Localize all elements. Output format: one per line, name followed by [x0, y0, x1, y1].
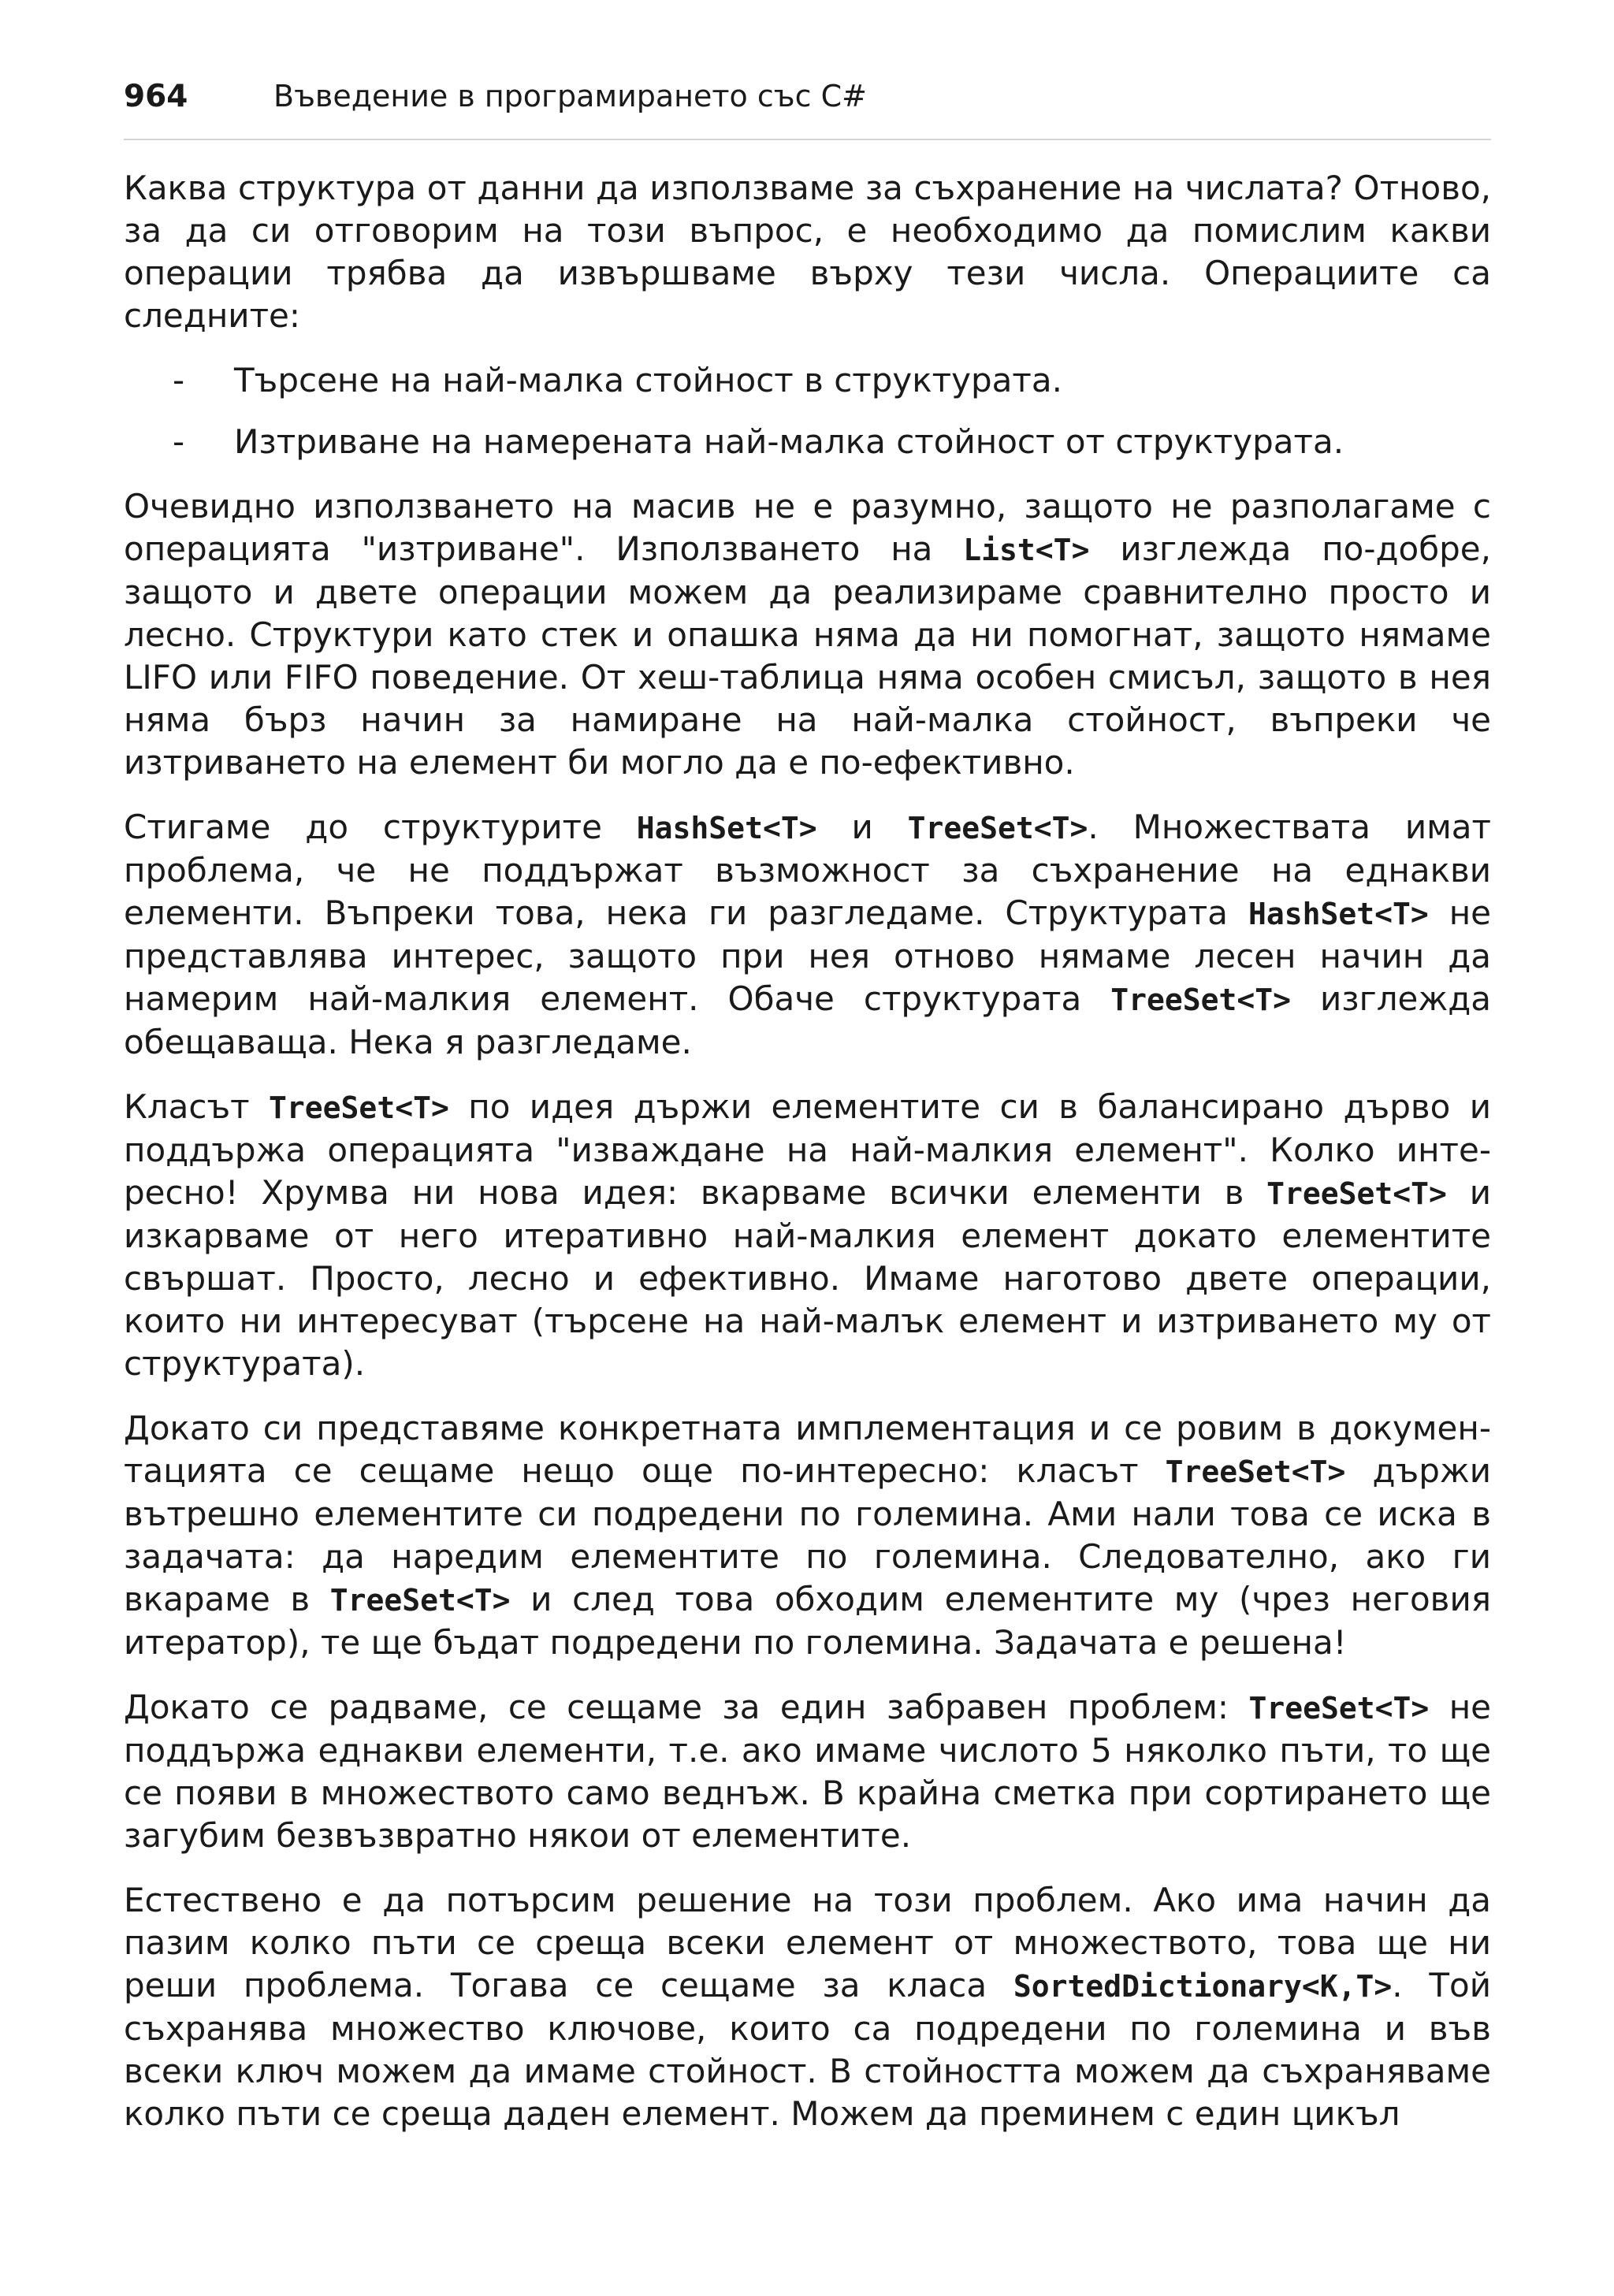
text-run: и изкарваме от него итеративно най-малкия елемент докато елементите свършат. Просто, лесно и ефективно. Имаме наготово двете операции, които ни интересуват (търсене на най-малък елемент и изтриването му от структурата). [124, 1173, 1492, 1383]
paragraph-2 [124, 485, 1491, 784]
operations-list [124, 359, 1491, 463]
text-run: Класът [124, 1087, 270, 1126]
code-treeset: TreeSet<T> [329, 1583, 511, 1618]
list-item [124, 421, 1491, 463]
text-run: не представлява интерес, защото при нея отново нямаме лесен начин да намерим най-малкия елемент. Обаче структурата [124, 894, 1491, 1018]
paragraph-7 [124, 1879, 1491, 2135]
code-treeset: TreeSet<T> [1165, 1455, 1346, 1489]
book-page [124, 79, 1491, 2157]
text-run: . Той съхранява множество ключове, които са подредени по големина и във всеки ключ можем да имаме стойност. В стойността можем да съхраняваме колко пъти се среща даден елемент. Можем да преминем с един цикъл [124, 1966, 1491, 2133]
list-item-text: Изтриване на намерената най-малка стойност от структурата. [234, 422, 1344, 461]
code-treeset: TreeSet<T> [907, 811, 1088, 845]
paragraph-5 [124, 1407, 1491, 1664]
list-item [124, 359, 1491, 402]
list-dash: - [173, 422, 185, 461]
code-treeset: TreeSet<T> [1248, 1691, 1430, 1726]
paragraph-4 [124, 1086, 1491, 1385]
code-treeset: TreeSet<T> [1110, 983, 1292, 1017]
running-title: Въведение в програмирането със C# [273, 79, 867, 113]
text-run: Докато си представяме конкретната имплементация и се ровим в документацията се сещаме нещо още по-интересно: класът [124, 1409, 1491, 1490]
list-item-text: Търсене на най-малка стойност в структурата. [234, 361, 1062, 399]
text-run: не поддържа еднакви елементи, т.е. ако имаме числото 5 няколко пъти, то ще се появи в множеството само веднъж. В крайна сметка при сортирането ще загубим безвъзвратно някои от елементите. [124, 1688, 1492, 1855]
page-header [124, 79, 1491, 140]
code-list-t: List<T> [963, 533, 1090, 567]
list-dash: - [173, 361, 185, 399]
text-run: и [816, 808, 908, 846]
text-run: изглежда обещаваща. Нека я разгледаме. [124, 979, 1492, 1061]
code-sorted-dictionary: SortedDictionary<K,T> [1013, 1969, 1393, 2004]
code-treeset: TreeSet<T> [1266, 1176, 1447, 1211]
code-hashset: HashSet<T> [636, 811, 817, 845]
paragraph-6 [124, 1686, 1491, 1857]
text-run: държи вътрешно елементите си подредени по големина. Ами нали това се иска в задачата: да наредим елементите по големина. Следователно, ако ги вкараме в [124, 1451, 1491, 1618]
paragraph-1: Каква структура от данни да използваме за съхранение на числата? Отново, за да си отговорим на този въпрос, е необходимо да помислим какви операции трябва да извършваме върху тези числа. Операциите са следните: [124, 169, 1491, 335]
text-run: изглежда по-добре, защото и двете операции можем да реализираме сравнително просто и лесно. Структури като стек и опашка няма да ни помогнат, защото нямаме LIFO или FIFO поведение. От хеш-таблица няма особен смисъл, защото в нея няма бърз начин за намиране на най-малка стойност, въпреки че изтриването на елемент би могло да е по-ефективно. [124, 529, 1491, 782]
code-hashset: HashSet<T> [1248, 897, 1429, 931]
page-number: 964 [124, 79, 188, 114]
text-run: Очевидно използването на масив не е разумно, защото не разполагаме с операцията "изтриване". Използването на [124, 487, 1491, 568]
text-run: Стигаме до структурите [124, 808, 637, 846]
text-run: и след това обходим елементите му (чрез неговия итератор), те ще бъдат подредени по големина. Задачата е решена! [124, 1580, 1492, 1662]
page-content [124, 167, 1491, 2135]
text-run: Докато се радваме, се сещаме за един забравен проблем: [124, 1688, 1249, 1726]
paragraph-3 [124, 806, 1491, 1064]
text-run: по идея държи елементите си в балансирано дърво и поддържа операцията "изваждане на най-малкия елемент". Колко интересно! Хрумва ни нова идея: вкарваме всички елементи в [124, 1087, 1492, 1212]
text-run: . Множествата имат проблема, че не поддържат възможност за съхранение на еднакви елементи. Въпреки това, нека ги разгледаме. Структурата [124, 808, 1492, 932]
code-treeset: TreeSet<T> [269, 1090, 449, 1125]
text-run: Естествено е да потърсим решение на този проблем. Ако има начин да пазим колко пъти се среща всеки елемент от множеството, това ще ни реши проблема. Тогава се сещаме за класа [124, 1881, 1491, 2004]
